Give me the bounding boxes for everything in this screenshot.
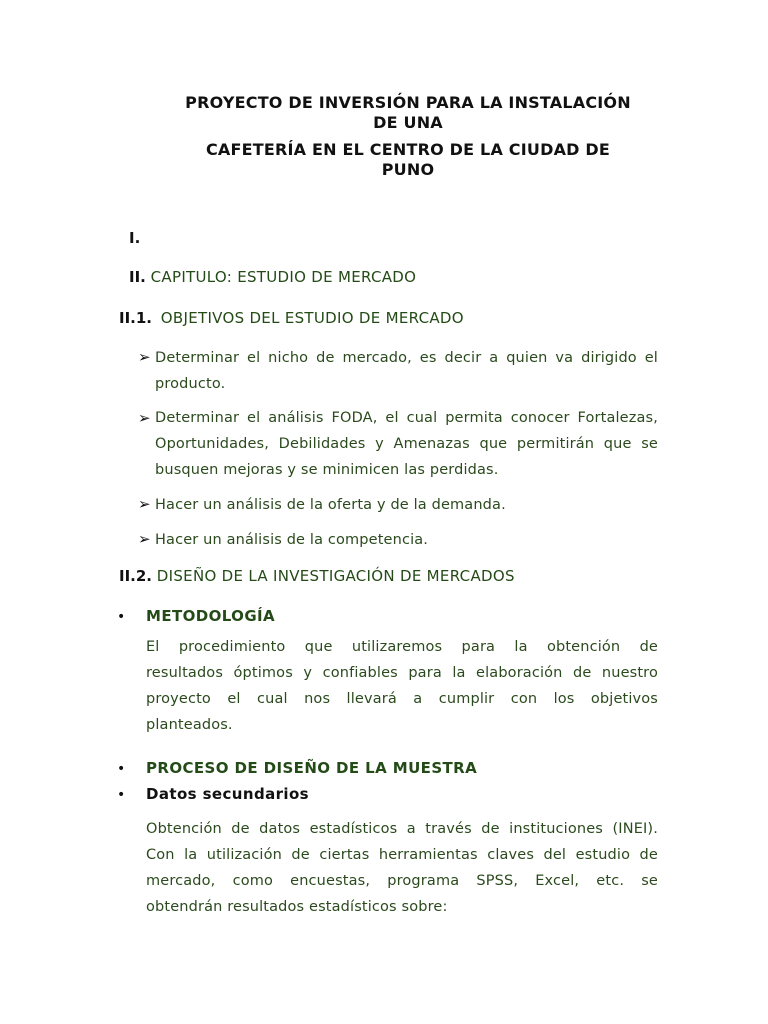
objective-item <box>155 405 658 483</box>
objective-item <box>155 345 658 397</box>
paragraph-line: resultados óptimos y confiables para la elaboración de nuestro <box>146 665 658 681</box>
objective-line: Determinar el nicho de mercado, es decir a quien va dirigido el <box>155 350 658 366</box>
section-title: OBJETIVOS DEL ESTUDIO DE MERCADO <box>160 309 464 327</box>
section-number: II.1. <box>119 309 152 327</box>
metodologia-paragraph <box>146 634 658 738</box>
arrow-bullet-icon: ➢ <box>138 348 151 366</box>
arrow-bullet-icon: ➢ <box>138 409 151 427</box>
section-heading-objetivos <box>119 308 464 328</box>
bullet-icon: • <box>117 761 126 777</box>
title-text: DE UNA <box>373 113 443 132</box>
paragraph-line: planteados. <box>146 717 233 733</box>
section-number: II.2. <box>119 567 152 585</box>
objective-item <box>155 527 658 553</box>
objective-line: Hacer un análisis de la competencia. <box>155 532 429 548</box>
objective-item <box>155 492 658 518</box>
section-title: DISEÑO DE LA INVESTIGACIÓN DE MERCADOS <box>156 567 515 585</box>
outline-item-1 <box>129 228 140 248</box>
paragraph-line: obtendrán resultados estadísticos sobre: <box>146 899 448 915</box>
paragraph-line: Obtención de datos estadísticos a través de instituciones (INEI). <box>146 821 658 837</box>
paragraph-line: El procedimiento que utilizaremos para la obtención de <box>146 639 658 655</box>
document-title-line-2 <box>150 140 666 180</box>
subheading-proceso: PROCESO DE DISEÑO DE LA MUESTRA <box>146 759 478 777</box>
paragraph-line: mercado, como encuestas, programa SPSS, Excel, etc. se <box>146 873 658 889</box>
title-text: CAFETERÍA EN EL CENTRO DE LA CIUDAD DE <box>205 140 611 159</box>
bullet-icon: • <box>117 609 126 625</box>
subheading-datos-secundarios: Datos secundarios <box>146 785 309 803</box>
datos-paragraph <box>146 816 658 920</box>
outline-number: I. <box>129 229 141 247</box>
arrow-bullet-icon: ➢ <box>138 495 151 513</box>
objective-line: Hacer un análisis de la oferta y de la demanda. <box>155 497 506 513</box>
arrow-bullet-icon: ➢ <box>138 530 151 548</box>
subheading-metodologia: METODOLOGÍA <box>146 607 276 625</box>
objective-line: producto. <box>155 376 226 392</box>
chapter-heading: CAPITULO: ESTUDIO DE MERCADO <box>150 268 417 286</box>
objective-line: Determinar el análisis FODA, el cual permita conocer Fortalezas, <box>155 410 658 426</box>
outline-number: II. <box>129 268 146 286</box>
document-title-line-1 <box>150 93 666 133</box>
outline-item-2 <box>129 267 416 287</box>
bullet-icon: • <box>117 787 126 803</box>
paragraph-line: Con la utilización de ciertas herramientas claves del estudio de <box>146 847 658 863</box>
objective-line: busquen mejoras y se minimicen las perdidas. <box>155 462 499 478</box>
section-heading-diseno <box>119 566 515 586</box>
title-text: PUNO <box>381 160 435 179</box>
title-text: PROYECTO DE INVERSIÓN PARA LA INSTALACIÓN <box>185 93 631 112</box>
paragraph-line: proyecto el cual nos llevará a cumplir con los objetivos <box>146 691 658 707</box>
objective-line: Oportunidades, Debilidades y Amenazas que permitirán que se <box>155 436 658 452</box>
